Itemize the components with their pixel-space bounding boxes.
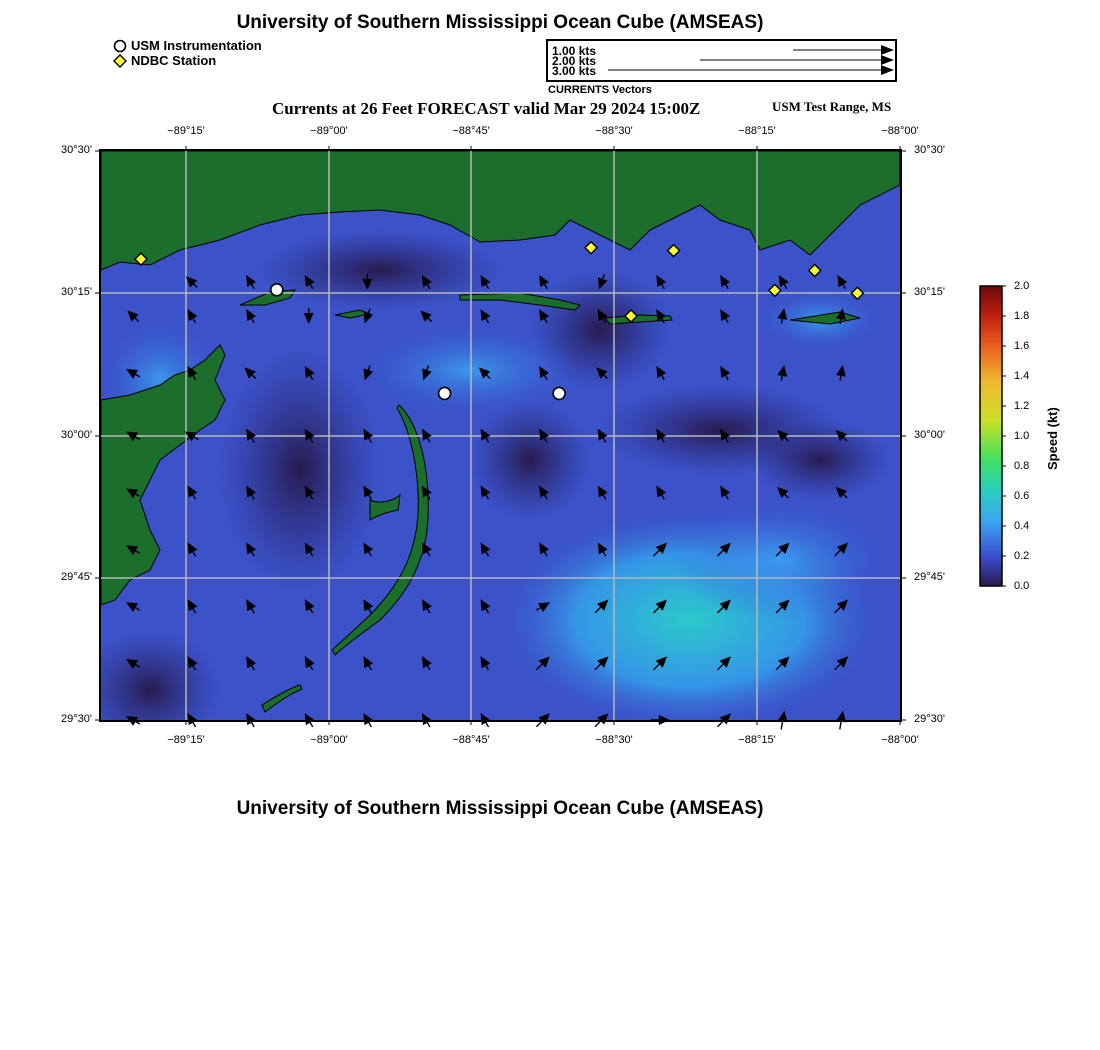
lon-tick-label: −88°15'	[738, 125, 776, 137]
lat-tick-label: 30°00'	[914, 429, 945, 441]
vector-legend-row: 2.00 kts	[552, 54, 597, 68]
lat-tick-label: 29°45'	[61, 571, 92, 583]
lat-tick-label: 29°45'	[914, 571, 945, 583]
lon-tick-label: −88°45'	[452, 734, 490, 746]
lon-tick-label: −88°00'	[881, 125, 919, 137]
lat-tick-label: 30°00'	[61, 429, 92, 441]
lat-tick-label: 29°30'	[61, 713, 92, 725]
usm-station-marker[interactable]	[439, 387, 451, 399]
lat-tick-label: 30°15'	[61, 286, 92, 298]
lat-tick-label: 30°30'	[61, 144, 92, 156]
lon-tick-label: −89°00'	[310, 125, 348, 137]
colorbar-tick: 1.8	[1014, 310, 1030, 322]
area-name: USM Test Range, MS	[772, 99, 892, 114]
vector-legend-row: 3.00 kts	[552, 64, 597, 78]
footer-title: University of Southern Mississippi Ocean Cube (AMSEAS)	[236, 798, 764, 819]
vector-legend-caption: CURRENTS Vectors	[548, 84, 652, 96]
lon-tick-label: −89°15'	[167, 125, 205, 137]
lat-tick-label: 30°15'	[914, 286, 945, 298]
colorbar-tick: 0.4	[1014, 520, 1030, 532]
colorbar-title: Speed (kt)	[1045, 407, 1060, 470]
lon-tick-label: −88°30'	[595, 125, 633, 137]
lat-tick-label: 30°30'	[914, 144, 945, 156]
usm-station-marker[interactable]	[271, 284, 283, 296]
colorbar-tick: 1.2	[1014, 400, 1030, 412]
colorbar-tick: 2.0	[1014, 280, 1030, 292]
colorbar-tick: 1.4	[1014, 370, 1030, 382]
colorbar-tick: 0.8	[1014, 460, 1030, 472]
usm-station-marker[interactable]	[553, 387, 565, 399]
legend-usm-label: USM Instrumentation	[131, 38, 262, 53]
colorbar-tick: 0.0	[1014, 580, 1030, 592]
page-title: University of Southern Mississippi Ocean Cube (AMSEAS)	[236, 12, 764, 33]
map-subtitle: Currents at 26 Feet FORECAST valid Mar 29 2024 15:00Z	[272, 99, 701, 118]
colorbar-tick: 1.0	[1014, 430, 1030, 442]
lat-tick-label: 29°30'	[914, 713, 945, 725]
vector-legend-row: 1.00 kts	[552, 44, 597, 58]
lon-tick-label: −88°45'	[452, 125, 490, 137]
lon-tick-label: −88°15'	[738, 734, 776, 746]
legend-ndbc-label: NDBC Station	[131, 53, 217, 68]
lon-tick-label: −89°00'	[310, 734, 348, 746]
colorbar-tick: 1.6	[1014, 340, 1030, 352]
colorbar	[978, 284, 1018, 588]
lon-tick-label: −88°30'	[595, 734, 633, 746]
colorbar-tick: 0.2	[1014, 550, 1030, 562]
lon-tick-label: −89°15'	[167, 734, 205, 746]
colorbar-tick: 0.6	[1014, 490, 1030, 502]
lon-tick-label: −88°00'	[881, 734, 919, 746]
